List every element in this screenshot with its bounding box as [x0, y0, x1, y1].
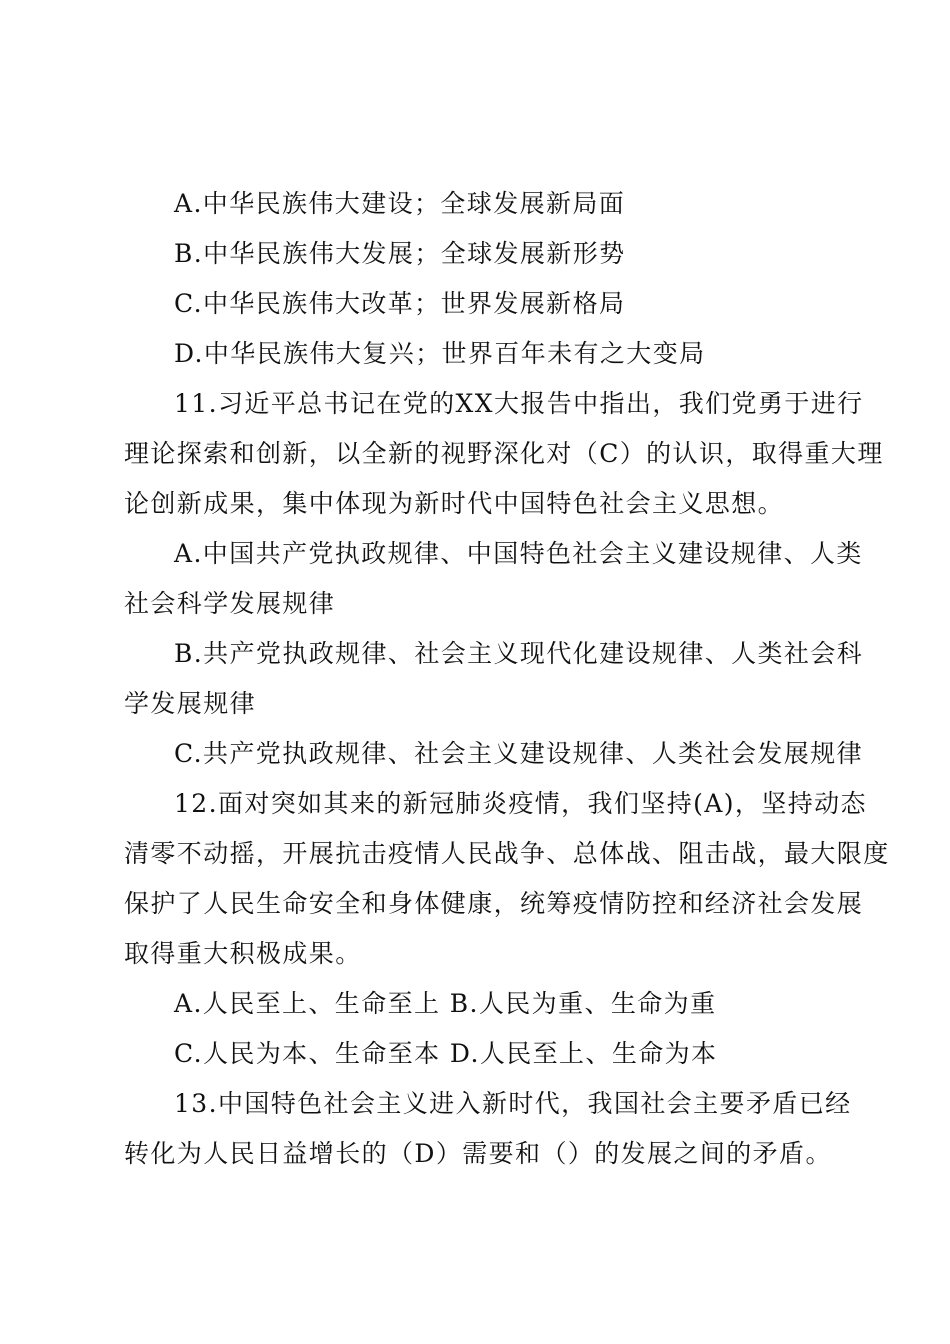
- q12-options-ab: A.人民至上、生命至上 B.人民为重、生命为重: [174, 989, 717, 1018]
- q12-stem-line-3: 保护了人民生命安全和身体健康，统筹疫情防控和经济社会发展: [124, 889, 864, 918]
- q13-stem-line-1: 13.中国特色社会主义进入新时代，我国社会主要矛盾已经: [174, 1089, 852, 1118]
- q12-options-cd: C.人民为本、生命至本 D.人民至上、生命为本: [174, 1039, 718, 1068]
- q12-stem-line-1: 12.面对突如其来的新冠肺炎疫情，我们坚持(A)，坚持动态: [174, 789, 867, 818]
- q11-option-b-line-2: 学发展规律: [124, 689, 257, 718]
- q10-option-b: B.中华民族伟大发展；全球发展新形势: [174, 239, 626, 268]
- q10-option-d: D.中华民族伟大复兴；世界百年未有之大变局: [174, 339, 706, 368]
- q11-stem-line-1: 11.习近平总书记在党的XX大报告中指出，我们党勇于进行: [174, 389, 864, 418]
- q11-option-c: C.共产党执政规律、社会主义建设规律、人类社会发展规律: [174, 739, 863, 768]
- q11-option-a-line-2: 社会科学发展规律: [124, 589, 336, 618]
- q12-stem-line-4: 取得重大积极成果。: [124, 939, 362, 968]
- q11-stem-line-2: 理论探索和创新，以全新的视野深化对（C）的认识，取得重大理: [124, 439, 884, 468]
- q11-stem-line-3: 论创新成果，集中体现为新时代中国特色社会主义思想。: [124, 489, 785, 518]
- q13-stem-line-2: 转化为人民日益增长的（D）需要和（）的发展之间的矛盾。: [124, 1139, 832, 1168]
- q10-option-c: C.中华民族伟大改革；世界发展新格局: [174, 289, 626, 318]
- q11-option-a-line-1: A.中国共产党执政规律、中国特色社会主义建设规律、人类: [174, 539, 863, 568]
- q11-option-b-line-1: B.共产党执政规律、社会主义现代化建设规律、人类社会科: [174, 639, 864, 668]
- q12-stem-line-2: 清零不动摇，开展抗击疫情人民战争、总体战、阻击战，最大限度: [124, 839, 890, 868]
- q10-option-a: A.中华民族伟大建设；全球发展新局面: [174, 189, 626, 218]
